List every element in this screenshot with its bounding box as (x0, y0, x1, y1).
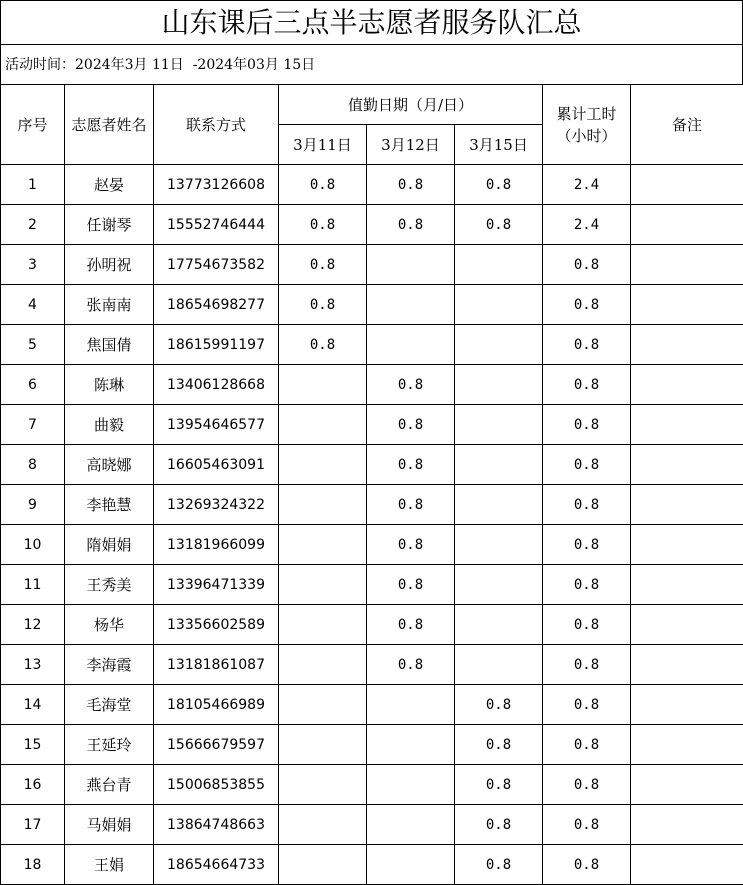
cell-remarks (631, 565, 743, 605)
header-date-2: 3月12日 (367, 125, 455, 165)
cell-date-1-hours (279, 725, 367, 765)
cell-date-1-hours: 0.8 (279, 205, 367, 245)
cell-date-3-hours (455, 645, 543, 685)
table-row (1, 485, 743, 525)
cell-date-1-hours (279, 845, 367, 885)
cell-date-3-hours (455, 445, 543, 485)
cell-remarks (631, 685, 743, 725)
cell-phone: 18654664733 (154, 845, 279, 885)
cell-name: 李艳慧 (65, 485, 154, 525)
cell-remarks (631, 165, 743, 205)
header-remarks: 备注 (631, 85, 743, 165)
table-row (1, 245, 743, 285)
cell-remarks (631, 605, 743, 645)
cell-name: 曲毅 (65, 405, 154, 445)
table-row (1, 565, 743, 605)
cell-date-2-hours: 0.8 (367, 485, 455, 525)
cell-index: 16 (1, 765, 65, 805)
header-index: 序号 (1, 85, 65, 165)
cell-total-hours: 2.4 (543, 205, 631, 245)
table-row (1, 805, 743, 845)
cell-date-1-hours (279, 565, 367, 605)
cell-phone: 15552746444 (154, 205, 279, 245)
cell-name: 王娟 (65, 845, 154, 885)
cell-date-2-hours (367, 725, 455, 765)
cell-remarks (631, 805, 743, 845)
cell-name: 陈琳 (65, 365, 154, 405)
cell-remarks (631, 365, 743, 405)
cell-date-3-hours: 0.8 (455, 765, 543, 805)
cell-total-hours: 0.8 (543, 405, 631, 445)
cell-date-3-hours: 0.8 (455, 165, 543, 205)
cell-phone: 13954646577 (154, 405, 279, 445)
cell-total-hours: 0.8 (543, 365, 631, 405)
table-row (1, 685, 743, 725)
cell-remarks (631, 725, 743, 765)
cell-total-hours: 2.4 (543, 165, 631, 205)
cell-index: 5 (1, 325, 65, 365)
table-row (1, 285, 743, 325)
table-row (1, 445, 743, 485)
table-row (1, 365, 743, 405)
cell-date-1-hours (279, 645, 367, 685)
cell-date-2-hours: 0.8 (367, 405, 455, 445)
cell-index: 11 (1, 565, 65, 605)
cell-date-3-hours: 0.8 (455, 725, 543, 765)
cell-name: 王秀美 (65, 565, 154, 605)
cell-date-2-hours (367, 285, 455, 325)
header-name: 志愿者姓名 (65, 85, 154, 165)
cell-total-hours: 0.8 (543, 765, 631, 805)
cell-date-2-hours: 0.8 (367, 605, 455, 645)
cell-total-hours: 0.8 (543, 605, 631, 645)
cell-index: 12 (1, 605, 65, 645)
cell-name: 孙明祝 (65, 245, 154, 285)
cell-index: 14 (1, 685, 65, 725)
cell-index: 18 (1, 845, 65, 885)
cell-date-3-hours (455, 325, 543, 365)
table-row (1, 845, 743, 885)
activity-period: 活动时间：2024年3月 11日 -2024年03月 15日 (0, 44, 743, 84)
cell-date-2-hours (367, 245, 455, 285)
header-date-1: 3月11日 (279, 125, 367, 165)
cell-remarks (631, 845, 743, 885)
cell-date-3-hours (455, 285, 543, 325)
cell-date-1-hours: 0.8 (279, 325, 367, 365)
cell-date-1-hours: 0.8 (279, 285, 367, 325)
cell-date-2-hours (367, 845, 455, 885)
cell-phone: 16605463091 (154, 445, 279, 485)
cell-phone: 15006853855 (154, 765, 279, 805)
cell-total-hours: 0.8 (543, 285, 631, 325)
cell-name: 隋娟娟 (65, 525, 154, 565)
table-row (1, 325, 743, 365)
cell-date-2-hours: 0.8 (367, 205, 455, 245)
cell-date-3-hours (455, 365, 543, 405)
cell-phone: 13396471339 (154, 565, 279, 605)
cell-date-3-hours (455, 405, 543, 445)
cell-phone: 13864748663 (154, 805, 279, 845)
cell-date-3-hours (455, 485, 543, 525)
cell-phone: 13181966099 (154, 525, 279, 565)
cell-date-3-hours: 0.8 (455, 685, 543, 725)
cell-date-3-hours: 0.8 (455, 805, 543, 845)
cell-total-hours: 0.8 (543, 445, 631, 485)
cell-total-hours: 0.8 (543, 245, 631, 285)
cell-total-hours: 0.8 (543, 565, 631, 605)
table-row (1, 725, 743, 765)
cell-phone: 13181861087 (154, 645, 279, 685)
cell-date-1-hours (279, 605, 367, 645)
cell-total-hours: 0.8 (543, 725, 631, 765)
cell-date-1-hours (279, 685, 367, 725)
cell-index: 9 (1, 485, 65, 525)
cell-phone: 18654698277 (154, 285, 279, 325)
table-row (1, 645, 743, 685)
cell-total-hours: 0.8 (543, 485, 631, 525)
cell-date-1-hours (279, 525, 367, 565)
cell-total-hours: 0.8 (543, 805, 631, 845)
table-row (1, 525, 743, 565)
cell-total-hours: 0.8 (543, 645, 631, 685)
cell-index: 15 (1, 725, 65, 765)
cell-date-2-hours: 0.8 (367, 525, 455, 565)
cell-date-1-hours: 0.8 (279, 165, 367, 205)
cell-date-2-hours: 0.8 (367, 645, 455, 685)
cell-total-hours: 0.8 (543, 525, 631, 565)
table-row (1, 765, 743, 805)
cell-name: 马娟娟 (65, 805, 154, 845)
cell-index: 13 (1, 645, 65, 685)
cell-index: 8 (1, 445, 65, 485)
cell-date-1-hours (279, 445, 367, 485)
cell-date-3-hours (455, 525, 543, 565)
cell-date-2-hours (367, 685, 455, 725)
cell-index: 7 (1, 405, 65, 445)
table-row (1, 605, 743, 645)
cell-date-3-hours (455, 605, 543, 645)
cell-phone: 13406128668 (154, 365, 279, 405)
cell-date-1-hours (279, 365, 367, 405)
cell-phone: 13356602589 (154, 605, 279, 645)
cell-phone: 17754673582 (154, 245, 279, 285)
cell-total-hours: 0.8 (543, 325, 631, 365)
cell-remarks (631, 325, 743, 365)
cell-date-1-hours (279, 805, 367, 845)
cell-index: 2 (1, 205, 65, 245)
cell-remarks (631, 405, 743, 445)
cell-phone: 13773126608 (154, 165, 279, 205)
cell-date-2-hours: 0.8 (367, 165, 455, 205)
header-total-hours: 累计工时（小时） (543, 85, 631, 165)
cell-phone: 13269324322 (154, 485, 279, 525)
cell-index: 4 (1, 285, 65, 325)
cell-name: 任谢琴 (65, 205, 154, 245)
cell-date-3-hours: 0.8 (455, 205, 543, 245)
cell-total-hours: 0.8 (543, 845, 631, 885)
cell-date-1-hours (279, 485, 367, 525)
cell-name: 赵晏 (65, 165, 154, 205)
cell-remarks (631, 245, 743, 285)
cell-index: 6 (1, 365, 65, 405)
table-body (1, 165, 743, 885)
cell-date-2-hours (367, 765, 455, 805)
header-contact: 联系方式 (154, 85, 279, 165)
cell-remarks (631, 285, 743, 325)
cell-index: 3 (1, 245, 65, 285)
cell-phone: 15666679597 (154, 725, 279, 765)
cell-name: 王延玲 (65, 725, 154, 765)
cell-date-1-hours (279, 405, 367, 445)
sheet-title: 山东课后三点半志愿者服务队汇总 (0, 0, 743, 44)
cell-name: 李海霞 (65, 645, 154, 685)
cell-date-2-hours: 0.8 (367, 445, 455, 485)
cell-remarks (631, 645, 743, 685)
cell-date-2-hours: 0.8 (367, 565, 455, 605)
cell-remarks (631, 485, 743, 525)
cell-name: 高晓娜 (65, 445, 154, 485)
volunteer-table (0, 84, 743, 885)
cell-date-2-hours (367, 805, 455, 845)
cell-name: 张南南 (65, 285, 154, 325)
table-row (1, 405, 743, 445)
cell-remarks (631, 445, 743, 485)
cell-name: 焦国倩 (65, 325, 154, 365)
cell-phone: 18615991197 (154, 325, 279, 365)
cell-phone: 18105466989 (154, 685, 279, 725)
cell-remarks (631, 205, 743, 245)
cell-date-3-hours (455, 565, 543, 605)
header-date-3: 3月15日 (455, 125, 543, 165)
cell-date-2-hours (367, 325, 455, 365)
cell-date-3-hours (455, 245, 543, 285)
cell-total-hours: 0.8 (543, 685, 631, 725)
cell-date-1-hours: 0.8 (279, 245, 367, 285)
cell-remarks (631, 525, 743, 565)
cell-remarks (631, 765, 743, 805)
cell-index: 17 (1, 805, 65, 845)
cell-date-2-hours: 0.8 (367, 365, 455, 405)
cell-name: 杨华 (65, 605, 154, 645)
cell-date-3-hours: 0.8 (455, 845, 543, 885)
cell-index: 10 (1, 525, 65, 565)
cell-name: 毛海堂 (65, 685, 154, 725)
table-row (1, 205, 743, 245)
cell-index: 1 (1, 165, 65, 205)
cell-date-1-hours (279, 765, 367, 805)
cell-name: 燕台青 (65, 765, 154, 805)
table-row (1, 165, 743, 205)
header-duty-dates: 值勤日期（月/日） (279, 85, 543, 125)
